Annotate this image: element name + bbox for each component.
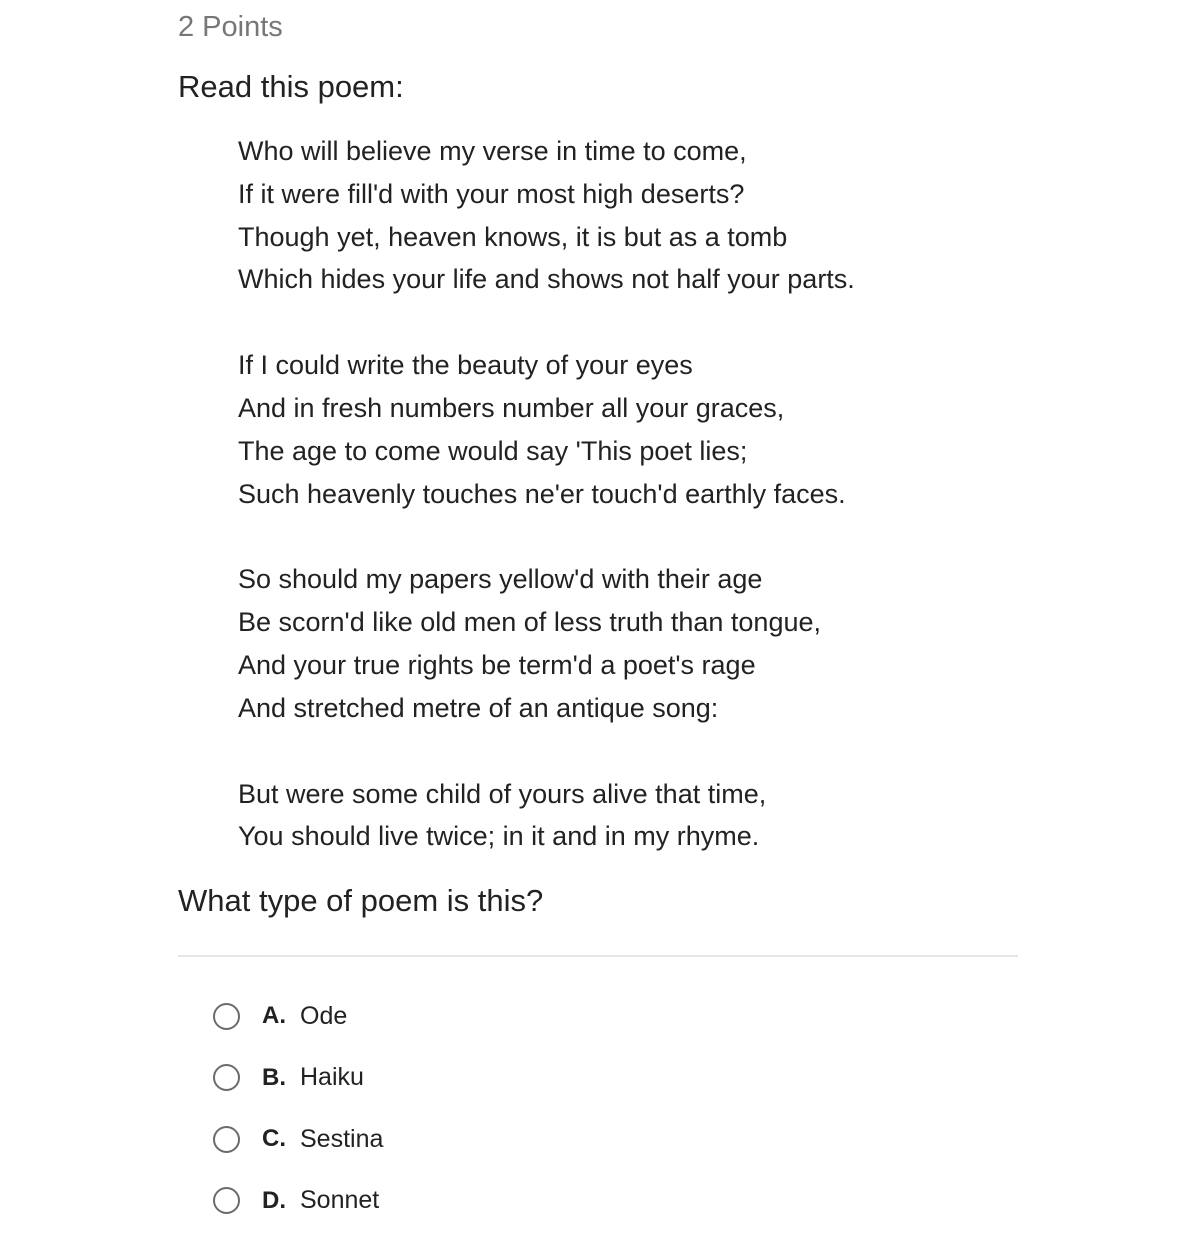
poem-line: If it were fill'd with your most high deserts? <box>238 178 745 209</box>
poem-line: And your true rights be term'd a poet's rage <box>238 649 756 680</box>
poem-line: And stretched metre of an antique song: <box>238 692 719 723</box>
stanza-2 <box>238 344 855 515</box>
option-label: Sestina <box>300 1124 384 1153</box>
poem-line: Who will believe my verse in time to come, <box>238 136 747 166</box>
stanza-1 <box>238 130 855 301</box>
poem-line: And in fresh numbers number all your graces, <box>238 392 785 423</box>
option-letter: D. <box>262 1186 286 1214</box>
stanza-3 <box>238 558 855 729</box>
poem-line: So should my papers yellow'd with their age <box>238 564 763 595</box>
option-b[interactable] <box>213 1054 383 1102</box>
poem-line: If I could write the beauty of your eyes <box>238 350 693 381</box>
question-text: What type of poem is this? <box>178 883 544 918</box>
answer-options <box>213 992 383 1238</box>
poem-line: The age to come would say 'This poet lies; <box>238 435 748 466</box>
stanza-4 <box>238 773 855 859</box>
points-label: 2 Points <box>178 11 283 43</box>
poem-line: You should live twice; in it and in my rhyme. <box>238 821 760 852</box>
radio-button-d[interactable] <box>213 1187 240 1214</box>
option-c[interactable] <box>213 1115 383 1163</box>
option-a[interactable] <box>213 992 383 1040</box>
option-letter: B. <box>262 1063 286 1091</box>
option-letter: A. <box>262 1002 286 1029</box>
radio-button-b[interactable] <box>213 1064 240 1091</box>
divider <box>178 955 1018 957</box>
option-label: Ode <box>300 1001 348 1030</box>
poem-line: Though yet, heaven knows, it is but as a tomb <box>238 221 788 252</box>
option-letter: C. <box>262 1125 286 1152</box>
poem-line: Which hides your life and shows not half your parts. <box>238 264 855 295</box>
radio-button-a[interactable] <box>213 1003 240 1030</box>
option-d[interactable] <box>213 1177 383 1225</box>
poem-line: Be scorn'd like old men of less truth than tongue, <box>238 607 821 638</box>
radio-button-c[interactable] <box>213 1126 240 1153</box>
option-label: Sonnet <box>300 1186 380 1214</box>
poem-line: Such heavenly touches ne'er touch'd earthly faces. <box>238 478 846 509</box>
poem-line: But were some child of yours alive that time, <box>238 778 767 809</box>
instruction-text: Read this poem: <box>178 69 404 104</box>
poem-block <box>238 130 855 858</box>
option-label: Haiku <box>300 1063 364 1091</box>
